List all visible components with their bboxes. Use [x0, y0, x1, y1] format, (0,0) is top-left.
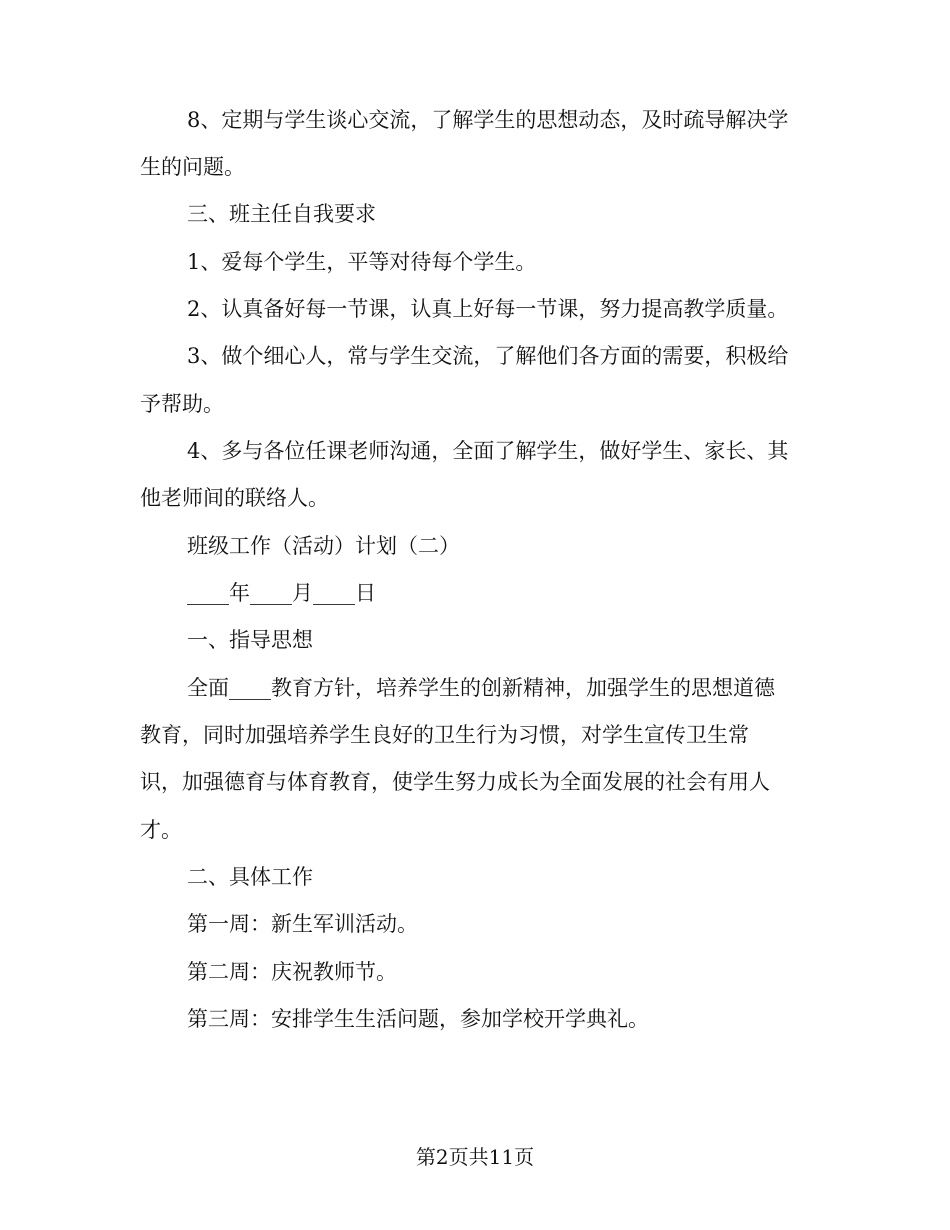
page-footer: 第2页共11页: [415, 1145, 535, 1169]
requirement-2: 2、认真备好每一节课，认真上好每一节课，努力提高教学质量。: [187, 297, 789, 321]
requirement-3-line-2: 予帮助。: [140, 392, 224, 416]
requirement-4-line-1: 4、多与各位任课老师沟通，全面了解学生，做好学生、家长、其: [187, 439, 789, 463]
week-1: 第一周：新生军训活动。: [187, 912, 418, 936]
section-heading-1: 一、指导思想: [187, 628, 313, 652]
section-heading-3: 三、班主任自我要求: [187, 202, 376, 226]
section-heading-2: 二、具体工作: [187, 865, 313, 889]
paragraph-8-line-1: 8、定期与学生谈心交流，了解学生的思想动态，及时疏导解决学: [187, 108, 789, 132]
guiding-thought-line-4: 才。: [140, 818, 182, 842]
guiding-thought-line-1: 全面____教育方针，培养学生的创新精神，加强学生的思想道德: [187, 676, 775, 700]
paragraph-8-line-2: 生的问题。: [140, 155, 245, 179]
guiding-thought-line-2: 教育，同时加强培养学生良好的卫生行为习惯，对学生宣传卫生常: [140, 723, 749, 747]
plan-title: 班级工作（活动）计划（二）: [187, 534, 460, 558]
requirement-1: 1、爱每个学生，平等对待每个学生。: [187, 250, 537, 274]
guiding-thought-line-3: 识，加强德育与体育教育，使学生努力成长为全面发展的社会有用人: [140, 770, 770, 794]
requirement-4-line-2: 他老师间的联络人。: [140, 486, 329, 510]
week-3: 第三周：安排学生生活问题，参加学校开学典礼。: [187, 1007, 649, 1031]
date-line: ____年____月____日: [187, 581, 376, 605]
requirement-3-line-1: 3、做个细心人，常与学生交流，了解他们各方面的需要，积极给: [187, 344, 789, 368]
week-2: 第二周：庆祝教师节。: [187, 960, 397, 984]
